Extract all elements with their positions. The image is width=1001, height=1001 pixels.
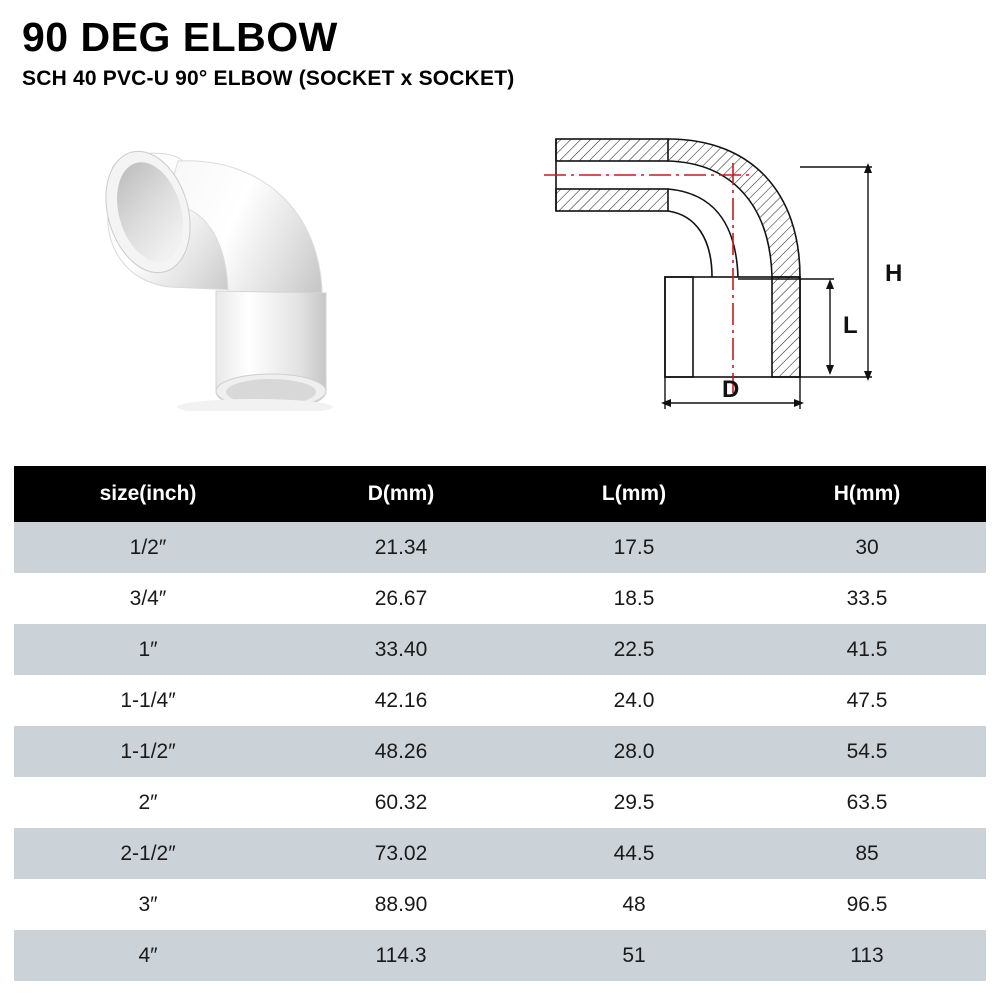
cell-h: 96.5 [748,879,986,930]
cell-d: 42.16 [282,675,520,726]
cell-l: 44.5 [520,828,748,879]
cell-l: 48 [520,879,748,930]
table-row [14,522,986,573]
table-row [14,879,986,930]
table-row [14,930,986,981]
technical-drawing [500,101,970,421]
cell-l: 28.0 [520,726,748,777]
page-subtitle: SCH 40 PVC-U 90° ELBOW (SOCKET x SOCKET) [22,67,515,91]
table-body [14,522,986,981]
cell-size: 1-1/4″ [14,675,282,726]
table-row [14,573,986,624]
cell-h: 33.5 [748,573,986,624]
table-row [14,624,986,675]
column-header-h: H(mm) [748,466,986,522]
cell-l: 29.5 [520,777,748,828]
cell-d: 60.32 [282,777,520,828]
cell-d: 21.34 [282,522,520,573]
table-row [14,828,986,879]
cell-h: 85 [748,828,986,879]
cell-h: 54.5 [748,726,986,777]
cell-l: 51 [520,930,748,981]
dimension-label-h: H [885,260,903,288]
cell-size: 2-1/2″ [14,828,282,879]
table-row [14,675,986,726]
cell-size: 1/2″ [14,522,282,573]
cell-size: 4″ [14,930,282,981]
cell-h: 113 [748,930,986,981]
dimension-label-d: D [722,376,740,404]
cell-d: 48.26 [282,726,520,777]
cell-l: 24.0 [520,675,748,726]
cell-size: 2″ [14,777,282,828]
column-header-d: D(mm) [282,466,520,522]
table-header [14,466,986,522]
table-row [14,726,986,777]
dimension-label-l: L [843,312,858,340]
cell-size: 3″ [14,879,282,930]
page-title: 90 DEG ELBOW [22,14,338,60]
cell-h: 41.5 [748,624,986,675]
cell-d: 88.90 [282,879,520,930]
cell-h: 47.5 [748,675,986,726]
product-photo [60,111,460,411]
table-header-row [14,466,986,522]
elbow-photo-illustration [60,111,460,411]
column-header-l: L(mm) [520,466,748,522]
column-header-size: size(inch) [14,466,282,522]
cell-l: 17.5 [520,522,748,573]
cell-h: 63.5 [748,777,986,828]
cell-d: 26.67 [282,573,520,624]
cell-h: 30 [748,522,986,573]
cell-d: 73.02 [282,828,520,879]
cell-l: 18.5 [520,573,748,624]
cell-d: 114.3 [282,930,520,981]
cell-l: 22.5 [520,624,748,675]
cell-d: 33.40 [282,624,520,675]
spec-table-wrapper [14,466,986,981]
cell-size: 3/4″ [14,573,282,624]
figures-row [0,91,1001,421]
elbow-section-drawing [500,101,970,421]
table-row [14,777,986,828]
cell-size: 1-1/2″ [14,726,282,777]
cell-size: 1″ [14,624,282,675]
header [0,0,1001,91]
spec-table [14,466,986,981]
